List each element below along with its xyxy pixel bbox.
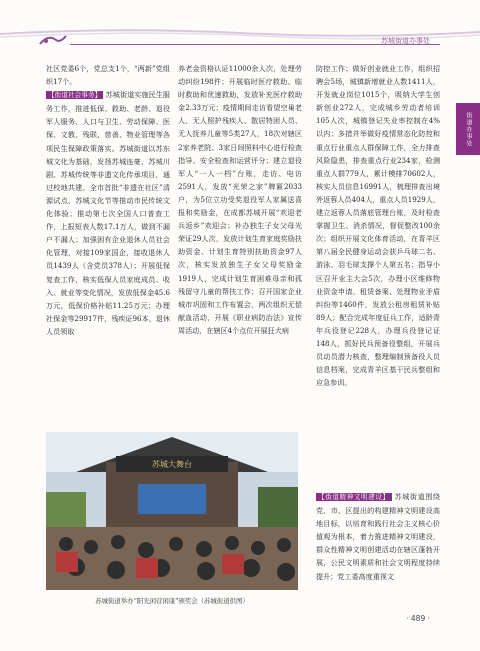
- page-number: · 489 ·: [406, 614, 430, 623]
- event-photo-drawing: [46, 432, 298, 590]
- header-logo-icon: [38, 32, 68, 48]
- section-tag: 【街道精神文明建设】: [318, 493, 390, 501]
- paragraph-text: 苏城街道围绕党、市、区提出的构建精神文明建设高地目标，以培育和践行社会主义核心价值观为根本，着力推进精神文明建设，群众性精神文明创建活动在辖区蓬勃开展，公民文明素质和社会文明程度持续提升；党工委高度重视文: [316, 492, 441, 581]
- photo-caption: 苏城街道举办“阳光闲营闲康”颁奖会（苏城街道供图）: [95, 597, 249, 605]
- paragraph: 养老金资格认证11000余人次，处理劳动纠纷198件；开展临时医疗救助、临时救助和优速救助，发放补充医疗救助金2.33万元；疫情期间走访看望空巢老人、无人照护残疾人、散居特困人员、无人抚养儿童等5类27人，18次对辖区2家养老院、3家日间照料中心进行检查指导、安全检查和运营评分；建立退役军人“一人一档”台账，走访、电访2591人，发放“光荣之家”牌匾2033户，为5位立功受奖退役军人家属送喜报和奖励金，在成都苏城开展“欢迎老兵返乡”欢迎会；补办独生子女父母光荣证29人次，发放计划生育家庭奖励扶助资金、计划生育特别扶助资金97人次，核实发放独生子女父母奖励金1919人，完成计划生育困难母亲和孤残留守儿童的帮扶工作；召开国家企业城市巩固和工作布置会，两次组织无偿献血活动，开展《职业病防治法》宣传周活动，在辖区4个点位开展狂犬病: [178, 64, 302, 335]
- paragraph: 防控工作；做好创业就业工作，组织招聘会5场，城镇新增就业人数1411人，开发就业岗位1015个，吸纳大学生创新创业272人，完成城乡劳动者培训105人次，城镇登记失业率控制在4%以内；多措并举做好疫情常态化防控和重点行业重点人群保障工作，全力排查风险隐患，排查重点行业234家，检测重点人群779人，累计模排70602人，核实人员信息16991人，梳理排查出境外返蓉人员404人，重点人员1929人，建立返蓉人员落底管理台账，及时检查掌握卫生、消杀情况，督促整改100余次；组织开展文化体育活动，在青羊区第八届全民健身运动会获乒乓球二名、游泳、羽毛球支撑个人第五名；指导小区召开业主大会5次，办理小区维修物业资金申请、租赁备案、处理物业矛盾纠纷等1460件，发放公租房租赁补贴89人；配合完成年度征兵工作，适龄青年兵役登记228人，办理兵役登记证148人，抓好民兵预备役整组，开展兵员动员潜力核查，整理编制预备役人员信息档案，完成青羊区基干民兵整组和应急参训。: [316, 64, 440, 388]
- text-column-1: [46, 62, 170, 338]
- text-column-3-lower: [316, 490, 440, 583]
- event-photo: [46, 432, 298, 590]
- paragraph-text: 苏城街道实施民生服务工作，推进低保、救助、老龄、退役军人服务、人口与卫生、劳动保障、医保、文教、残联、慈善、物业管理等各项民生保障政策落实。苏城街道以苏东城文化为基础，发扬苏城连豪、苏城川剧、苏城传统等非遗文化传承项目，通过校地共建、全市首批“非遗在社区”清源试点、苏城文化节等推动市民传统文化体验；推动第七次全国人口普查工作，上报短表人数17.1万人，做到不漏户不漏人；加强困有企业退休人员社会化管理，对接109家国企，接收退休人员1439人（含党员378人）；开展低保复查工作，核实低保人员家庭成员、收入、就业等变化情况，发放低保金45.6万元，低保价格补贴11.25万元；办理社保金等29917件，残疾证96本，退休人员领取: [46, 90, 171, 336]
- paragraph: 社区党委6个，党总支1个，“两新”党组织17个。: [46, 64, 170, 87]
- paragraph: [46, 88, 170, 338]
- text-column-3: [316, 62, 440, 389]
- section-tag: 【街道社会事务】: [48, 91, 102, 100]
- paragraph: [316, 490, 440, 583]
- running-header: 苏城街道办事处: [381, 37, 430, 45]
- side-section-tab: 街道办事处: [456, 103, 480, 155]
- stage-sign: 苏城大舞台: [152, 460, 192, 469]
- text-column-2: [178, 62, 302, 337]
